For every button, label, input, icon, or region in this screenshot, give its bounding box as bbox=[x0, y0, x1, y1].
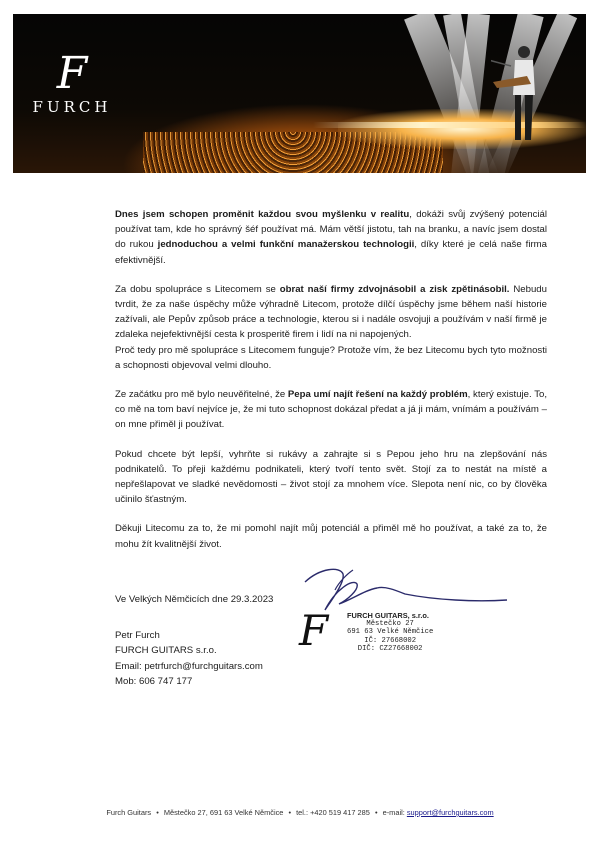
signer-email: Email: petrfurch@furchguitars.com bbox=[115, 660, 263, 672]
signer-mobile: Mob: 606 747 177 bbox=[115, 676, 193, 687]
text: , který existuje. To, co mě na tom baví nejvíce je, že mi tuto schopnost dokázal předat a já ji mám, vnímám a používám – on mne přiměl ji používat. bbox=[115, 389, 547, 431]
emphasis: obrat naší firmy zdvojnásobil a zisk zpětinásobil. bbox=[279, 283, 510, 295]
paragraph-3 bbox=[115, 387, 547, 433]
letter-body bbox=[115, 207, 547, 566]
paragraph-4: Pokud chcete být lepší, vyhrňte si rukávy a zahrajte si s Pepou jeho hru na zlepšování nás podnikatelů. To přeji každému podnikateli, který tvoří tento svět. Stojí za to nestát na místě a nepřešlapovat ve sladké nevědomosti – život stojí za mnohem více. Slepota není nic, co by člověka učinilo šťastným. bbox=[115, 448, 547, 506]
signer-name: Petr Furch bbox=[115, 629, 160, 641]
text: , dokáži svůj zvýšený potenciál používat tam, kde ho správný šéf používat má. Mám větší jistotu, tah na branku, a navíc jsem dostal do rukou bbox=[115, 209, 547, 251]
stamp-street: Městečko 27 bbox=[366, 620, 414, 629]
emphasis: Pepa umí najít řešení na každý problém bbox=[287, 389, 468, 401]
guitarist-silhouette bbox=[491, 40, 551, 150]
footer-bullet: • bbox=[374, 808, 378, 817]
stamp-text bbox=[347, 612, 433, 653]
header-banner bbox=[13, 14, 586, 173]
stamp-company: FURCH GUITARS, s.r.o. bbox=[347, 611, 429, 620]
signer-company: FURCH GUITARS s.r.o. bbox=[115, 645, 217, 656]
footer-email-label: e-mail: bbox=[382, 808, 405, 817]
place-date: Ve Velkých Němčicích dne 29.3.2023 bbox=[115, 594, 274, 605]
furch-logo bbox=[27, 48, 117, 116]
stamp-ico: IČ: 27668002 bbox=[364, 636, 417, 645]
footer-phone: tel.: +420 519 417 285 bbox=[296, 808, 370, 817]
stamp-city: 691 63 Velké Němčice bbox=[347, 628, 434, 637]
footer-email-link[interactable]: support@furchguitars.com bbox=[406, 808, 494, 817]
text: Proč tedy pro mě spolupráce s Litecomem funguje? Protože vím, že bez Litecomu bych tyto možnosti a schopnosti objevoval velmi dlouho. bbox=[115, 344, 547, 371]
text: Nebudu tvrdit, že za naše úspěchy může výhradně Litecom, protože dílčí úspěchy jsme během naší historie zažívali, ale Pepův způsob práce a technologie, kterou si i nadále osvojuji a používám v naší firmě je zdaleka nejefektivnější cesta k prosperitě firem i lidí na ni napojených. bbox=[115, 283, 547, 341]
footer-company: Furch Guitars bbox=[106, 808, 152, 817]
logo-wordmark: FURCH bbox=[32, 98, 112, 116]
paragraph-2 bbox=[115, 282, 547, 373]
emphasis: jednoduchou a velmi funkční manažerskou technologii bbox=[157, 239, 415, 251]
paragraph-1 bbox=[115, 207, 547, 268]
logo-mark: F bbox=[56, 48, 88, 99]
sign-off bbox=[115, 592, 273, 690]
emphasis: Dnes jsem schopen proměnit každou svou myšlenku v realitu bbox=[115, 209, 410, 220]
footer-bullet: • bbox=[156, 808, 159, 817]
company-stamp bbox=[297, 606, 467, 660]
text: Za dobu spolupráce s Litecomem se bbox=[115, 283, 280, 295]
stamp-dic: DIČ: CZ27668002 bbox=[357, 644, 423, 653]
footer-bullet: • bbox=[288, 808, 292, 817]
paragraph-5: Děkuji Litecomu za to, že mi pomohl najít můj potenciál a přiměl mě ho používat, a také za to, že mohu žít kvalitnější život. bbox=[115, 523, 547, 550]
footer-address: Městečko 27, 691 63 Velké Němčice bbox=[163, 808, 284, 817]
footer bbox=[0, 808, 600, 817]
text: , díky které je celá naše firma efektivnější. bbox=[115, 239, 547, 266]
text: Ze začátku pro mě bylo neuvěřitelné, že bbox=[115, 389, 288, 401]
stamp-logo-mark: F bbox=[299, 606, 329, 655]
